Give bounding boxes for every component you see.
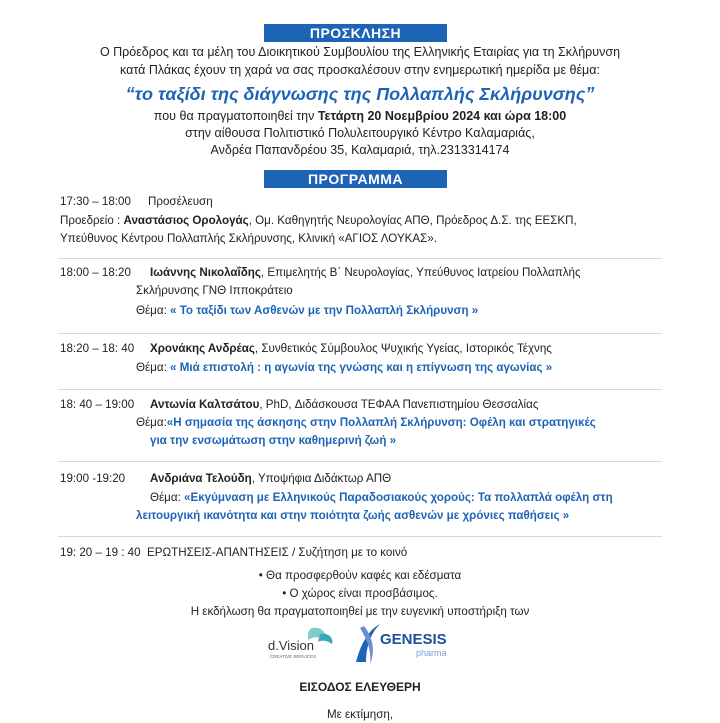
talk3-theme-label: Θέμα: (136, 416, 167, 429)
talk3-theme-line-2: για την ενσωμάτωση στην καθημερινή ζωή » (150, 434, 397, 447)
talk4-time: 19:00 -19:20 (60, 472, 126, 485)
talk2-theme (136, 359, 552, 376)
qa-time: 19: 20 – 19 : 40 (60, 546, 141, 559)
talk3-time: 18: 40 – 19:00 (60, 398, 135, 411)
talk2-time: 18:20 – 18: 40 (60, 342, 135, 355)
intro-line-2: κατά Πλάκας έχουν τη χαρά να σας προσκαλέσουν στην ενημερωτική ημερίδα με θέμα: (120, 63, 600, 77)
dvision-leaf-icon (268, 624, 338, 660)
divider (58, 258, 662, 259)
divider (58, 389, 662, 390)
qa-row (60, 544, 407, 561)
arrival-label: Προσέλευση (148, 195, 213, 208)
talk1-theme (136, 302, 478, 319)
talk2-role: , Συνθετικός Σύμβουλος Ψυχικής Υγείας, Ιστορικός Τέχνης (254, 342, 552, 355)
note-accessibility: • Ο χώρος είναι προσβάσιμος. (282, 587, 438, 600)
dvision-tagline: CREATIVE SERVICES (270, 654, 317, 659)
talk4-role: , Υποψήφια Διδάκτωρ ΑΠΘ (251, 472, 392, 485)
chair-name: Αναστάσιος Ορολογάς (123, 214, 249, 227)
talk4-theme-title: «Εκγύμναση με Ελληνικούς Παραδοσιακούς χορούς: Τα πολλαπλά οφέλη στη (184, 491, 613, 504)
talk3-theme (136, 414, 596, 431)
talk1-name: Ιωάννης Νικολαΐδης (150, 266, 261, 279)
chair-line-1 (60, 212, 577, 229)
talk4-theme-line-2: λειτουργική ικανότητα και στην ποιότητα ζωής ασθενών με χρόνιες παθήσεις » (136, 509, 570, 522)
talk4-name: Ανδριάνα Τελούδη (150, 472, 252, 485)
event-date (0, 108, 720, 125)
arrival-time: 17:30 – 18:00 (60, 195, 131, 208)
chair-line-2: Υπεύθυνος Κέντρου Πολλαπλής Σκλήρυνσης, Κλινική «ΑΓΙΟΣ ΛΟΥΚΑΣ». (60, 232, 437, 245)
invitation-heading: ΠΡΟΣΚΛΗΣΗ (264, 24, 447, 42)
venue-line-1: στην αίθουσα Πολιτιστικό Πολυλειτουργικό Κέντρο Καλαμαριάς, (185, 126, 535, 140)
dvision-wordmark: d.Vision (268, 638, 315, 653)
talk2-speaker (150, 340, 552, 357)
talk3-speaker (150, 396, 538, 413)
event-title: “το ταξίδι της διάγνωσης της Πολλαπλής Σκλήρυνσης” (125, 84, 595, 104)
qa-label: ΕΡΩΤΗΣΕΙΣ-ΑΠΑΝΤΗΣΕΙΣ / Συζήτηση με το κοινό (147, 546, 408, 559)
divider (58, 461, 662, 462)
talk2-name: Χρονάκης Ανδρέας (150, 342, 255, 355)
venue-line-2: Ανδρέα Παπανδρέου 35, Καλαμαριά, τηλ.2313314174 (210, 143, 510, 157)
talk3-role: , PhD, Διδάσκουσα ΤΕΦΑΑ Πανεπιστημίου Θεσσαλίας (259, 398, 539, 411)
event-date-bold: Τετάρτη 20 Νοεμβρίου 2024 και ώρα 18:00 (317, 109, 567, 123)
talk1-speaker (150, 264, 581, 281)
talk4-theme (150, 489, 613, 506)
dvision-logo (268, 624, 338, 660)
divider (58, 536, 662, 537)
talk3-name: Αντωνία Καλτσάτου (150, 398, 260, 411)
program-heading: ΠΡΟΓΡΑΜΜΑ (264, 170, 447, 188)
talk1-role: , Επιμελητής Β΄ Νευρολογίας, Υπεύθυνος Ιατρείου Πολλαπλής (260, 266, 581, 279)
closing-regards: Με εκτίμηση, (326, 708, 394, 721)
genesis-swoosh-icon (350, 620, 465, 668)
genesis-wordmark: GENESIS (380, 631, 447, 648)
talk2-theme-title: « Μιά επιστολή : η αγωνία της γνώσης και η επίγνωση της αγωνίας » (170, 361, 553, 374)
talk1-theme-label: Θέμα: (136, 304, 167, 317)
talk4-speaker (150, 470, 391, 487)
sponsor-note: Η εκδήλωση θα πραγματοποιηθεί με την ευγενική υποστήριξη των (190, 605, 530, 618)
event-date-prefix: που θα πραγματοποιηθεί την (153, 109, 318, 123)
talk2-theme-label: Θέμα: (136, 361, 167, 374)
talk1-time: 18:00 – 18:20 (60, 266, 131, 279)
talk1-theme-title: « Το ταξίδι των Ασθενών με την Πολλαπλή Σκλήρυνση » (170, 304, 479, 317)
note-refreshments: • Θα προσφερθούν καφές και εδέσματα (258, 569, 462, 582)
genesis-pharma-logo (350, 620, 465, 668)
chair-prefix: Προεδρείο : (60, 214, 124, 227)
free-entry: ΕΙΣΟΔΟΣ ΕΛΕΥΘΕΡΗ (299, 680, 421, 694)
talk1-role-line-2: Σκλήρυνσης ΓΝΘ Ιπποκράτειο (136, 284, 293, 297)
genesis-tagline: pharma (416, 648, 447, 658)
chair-role: , Ομ. Καθηγητής Νευρολογίας ΑΠΘ, Πρόεδρος Δ.Σ. της ΕΕΣΚΠ, (248, 214, 577, 227)
talk3-theme-title: «Η σημασία της άσκησης στην Πολλαπλή Σκλήρυνση: Οφέλη και στρατηγικές (166, 416, 596, 429)
divider (58, 333, 662, 334)
intro-line-1: Ο Πρόεδρος και τα μέλη του Διοικητικού Συμβουλίου της Ελληνικής Εταιρίας για τη Σκλήρυνση (99, 45, 621, 59)
talk4-theme-label: Θέμα: (150, 491, 181, 504)
